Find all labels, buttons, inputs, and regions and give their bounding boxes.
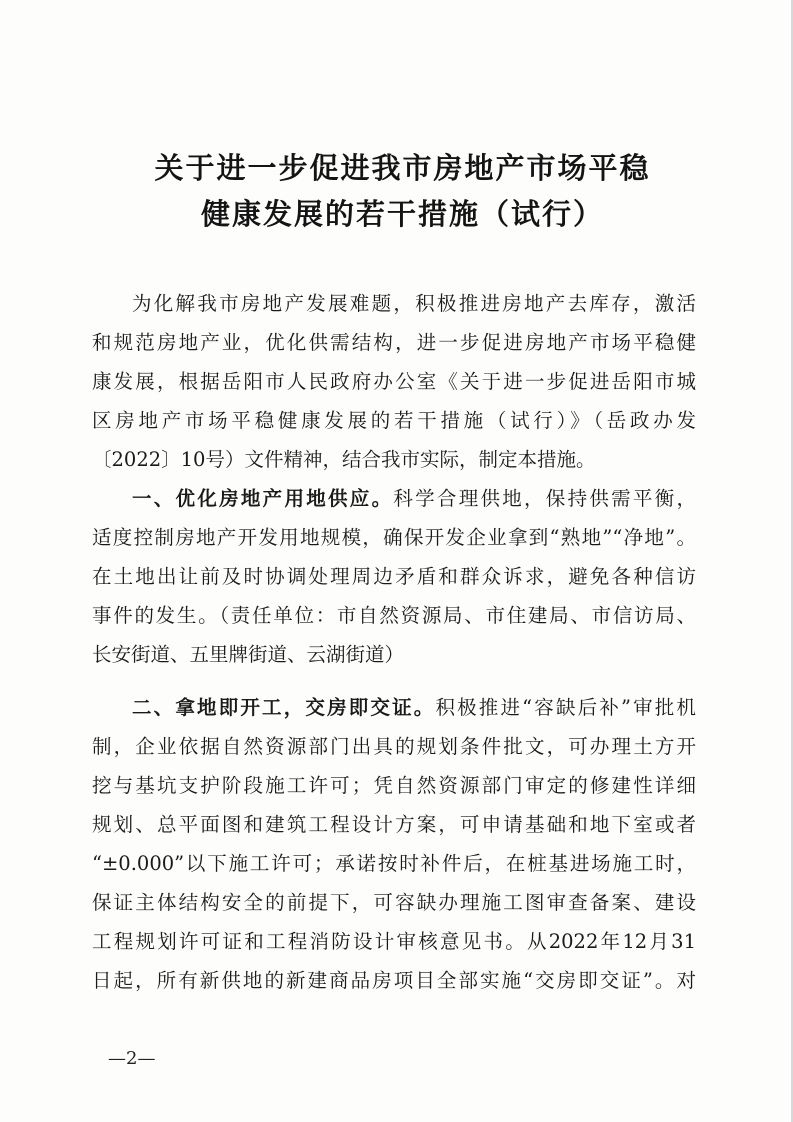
document-title-line-2: 健康发展的若干措施（试行） [200,197,604,231]
section-2-heading: 二、拿地即开工，交房即交证。 [132,696,436,719]
intro-line-1: 为化解我市房地产发展难题，积极推进房地产去库存，激活 [132,292,696,315]
section-1-first-line-text: 科学合理供地，保持供需平衡， [393,487,696,510]
document-title-line-1: 关于进一步促进我市房地产市场平稳 [154,151,651,185]
section-2-first-line [132,693,696,723]
section-1-heading: 一、优化房地产用地供应。 [132,487,394,510]
section-1-first-line [132,484,696,514]
intro-line-5: 〔2022〕10号）文件精神，结合我市实际，制定本措施。 [92,448,596,471]
intro-line-3: 康发展，根据岳阳市人民政府办公室《关于进一步促进岳阳市城 [92,370,696,393]
section-2-line-7: 工程规划许可证和工程消防设计审核意见书。从2022年12月31 [92,930,696,953]
section-2-line-2: 制，企业依据自然资源部门出具的规划条件批文，可办理土方开 [92,735,696,758]
section-2-line-4: 规划、总平面图和建筑工程设计方案，可申请基础和地下室或者 [92,813,696,836]
page-number: —2— [108,1048,156,1069]
section-2-line-3: 挖与基坑支护阶段施工许可；凭自然资源部门审定的修建性详细 [92,774,696,797]
section-1-line-4: 事件的发生。（责任单位：市自然资源局、市住建局、市信访局、 [92,604,696,627]
section-2-first-line-text: 积极推进“容缺后补”审批机 [435,696,696,719]
intro-line-2: 和规范房地产业，优化供需结构，进一步促进房地产市场平稳健 [92,331,696,354]
section-2-line-8: 日起，所有新供地的新建商品房项目全部实施“交房即交证”。对 [92,969,696,992]
section-2-line-5: “±0.000”以下施工许可；承诺按时补件后，在桩基进场施工时， [92,852,696,875]
section-1-line-5: 长安街道、五里牌街道、云湖街道） [92,643,405,666]
section-1-line-3: 在土地出让前及时协调处理周边矛盾和群众诉求，避免各种信访 [92,565,696,588]
intro-line-4: 区房地产市场平稳健康发展的若干措施（试行）》（岳政办发 [92,409,696,432]
section-1-line-2: 适度控制房地产开发用地规模，确保开发企业拿到“熟地”“净地”。 [92,526,696,549]
section-2-line-6: 保证主体结构安全的前提下，可容缺办理施工图审查备案、建设 [92,891,696,914]
